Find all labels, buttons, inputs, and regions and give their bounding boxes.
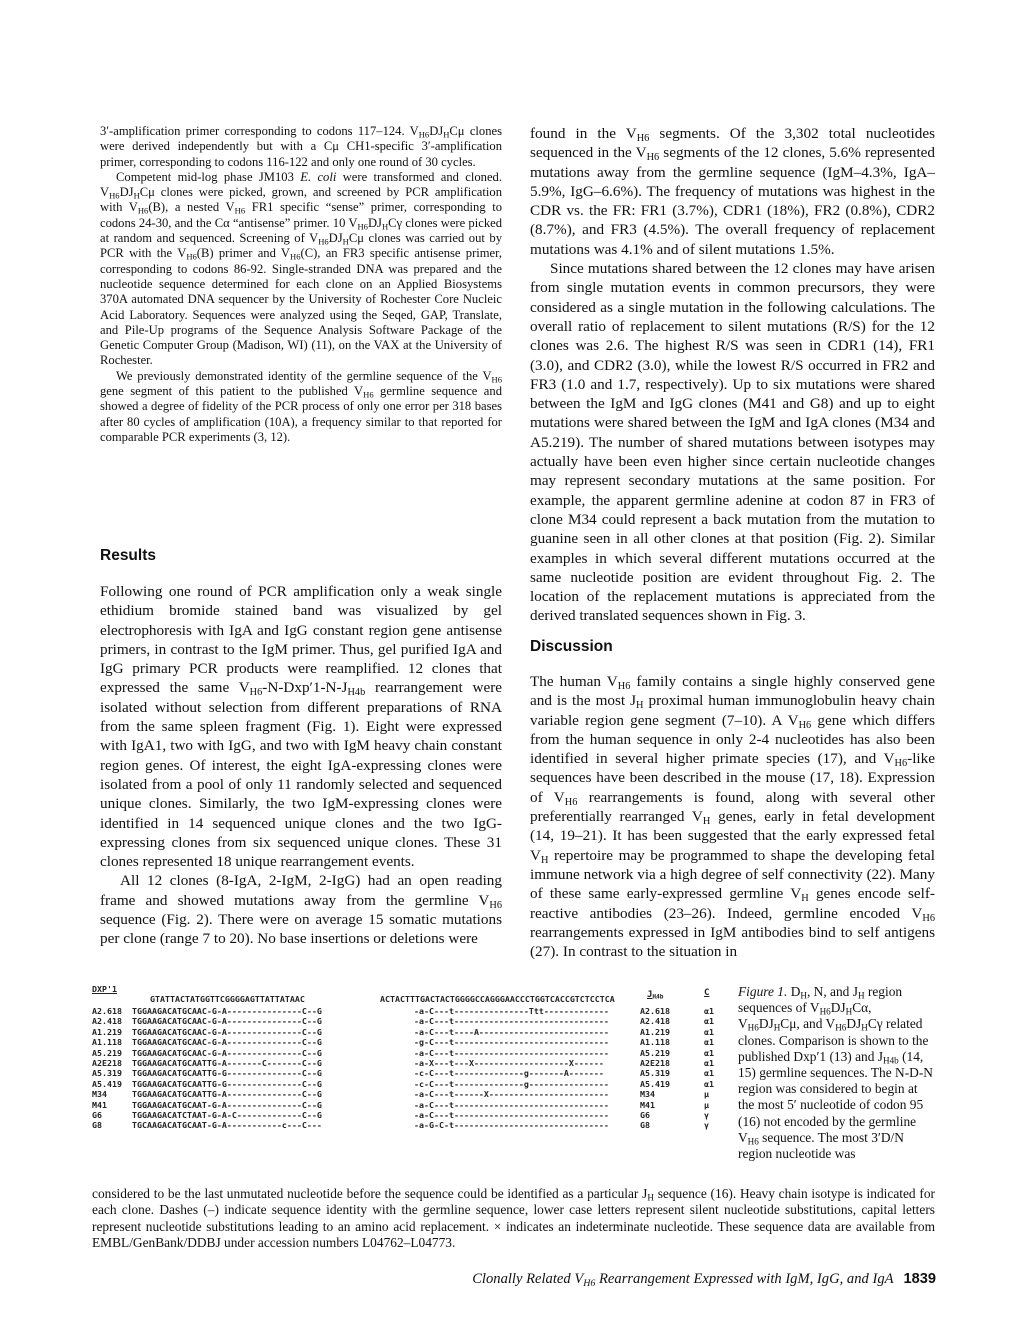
jh-region-sequence: -a-C---t----A--------------------------	[414, 1026, 609, 1037]
jh-region-sequence: -a-C---t-------------------------------	[414, 1099, 609, 1110]
clone-id: M34	[92, 1089, 107, 1100]
dn-region-sequence: TGCAAGACATGCAAT-G-A-----------c---C---	[132, 1120, 322, 1131]
results-text	[100, 582, 502, 949]
discussion-text	[530, 672, 935, 961]
jh-region-sequence: -a-C---t-------------------------------	[414, 1110, 609, 1120]
jh-region-sequence: -c-C---t--------------g-------A-------	[414, 1068, 604, 1079]
isotype-label: α1	[704, 1026, 714, 1037]
clone-id: G6	[92, 1110, 102, 1120]
clone-id-right: M41	[640, 1099, 655, 1110]
clone-id-right: M34	[640, 1089, 655, 1100]
isotype-label: γ	[704, 1120, 709, 1131]
dn-region-sequence: TGGAAGACATGCAATTG-A---------------C--G	[132, 1089, 322, 1100]
clone-id: M41	[92, 1099, 107, 1110]
isotype-label: α1	[704, 1068, 714, 1079]
isotype-label: α1	[704, 1006, 714, 1016]
clone-id: A2.618	[92, 1006, 122, 1016]
methods-paragraph-2: Competent mid-log phase JM103 E. coli were transformed and cloned. $V_{H6}DJ_HC\mu$ clones were picked, grown, and screened by PCR amplification with $V_{H6}(B)$, a nested $V_{H6}$ FR1 specific “sense” primer, corresponding to codons 24-30, and the Cα “antisense” primer. 10 $V_{H6}DJ_HC\gamma$ clones were picked at random and sequenced. Screening of $V_{H6}DJ_HC\mu$ clones was carried out by PCR with the $V_{H6}(B)$ primer and $V_{H6}(C)$, an FR3 specific antisense primer, corresponding to codons 86-92. Single-stranded DNA was prepared and the nucleotide sequence determined for each clone on an Applied Biosystems 370A automated DNA sequencer by the University of Rochester Core Nucleic Acid Laboratory. Sequences were analyzed using the Seqed, GAP, Translate, and Pile-Up programs of the Sequence Analysis Software Package of the Genetic Computer Group (Madison, WI) (11), on the VAX at the University of Rochester.	[100, 169, 503, 368]
results-continued-paragraph-2: Since mutations shared between the 12 clones may have arisen from single mutation events in common precursors, they were considered as a single mutation in the following calculations. The overall ratio of replacement to silent mutations (R/S) for the 12 clones was 2.6. The highest R/S was seen in CDR1 (14), FR1 (3.0), and CDR2 (3.0), while the lowest R/S occurred in FR2 and FR3 (1.0 and 1.7, respectively). Up to six mutations were shared between the IgM and IgG clones (M41 and G8) and up to eight mutations were shared between the IgM and IgA clones (M34 and A5.219). The number of shared mutations between isotypes may actually have been even higher since certain nucleotide changes may represent secondary mutations at the same position. For example, the apparent germline adenine at codon 87 in FR3 of clone M34 could represent a back mutation from the mutation to guanine seen in all other clones at that position (Fig. 2). Similar examples in which several different mutations occurred at the same nucleotide position are evident throughout Fig. 2. The location of the replacement mutations is appreciated from the derived translated sequences shown in Fig. 3.	[530, 260, 935, 625]
jh-germline-sequence: ACTACTTTGACTACTGGGGCCAGGGAACCCTGGTCACCGTCTCCTCA	[380, 994, 615, 1004]
jh-region-sequence: -c-C---t--------------g----------------	[414, 1078, 609, 1089]
results-continued-text	[530, 124, 935, 626]
figure-caption-label: Figure 1.	[738, 984, 788, 999]
dn-region-sequence: TGGAAGACATGCAAC-G-A---------------C--G	[132, 1016, 322, 1027]
clone-id: A1.118	[92, 1037, 122, 1048]
isotype-label: α1	[704, 1078, 714, 1089]
clone-id: A5.419	[92, 1078, 122, 1089]
jh-region-sequence: -g-C---t-------------------------------	[414, 1037, 609, 1048]
clone-id: A5.319	[92, 1068, 122, 1079]
discussion-paragraph-1: The human $V_{H6}$ family contains a single highly conserved gene and is the most $J_H$ proximal human immunoglobulin heavy chain variable region gene segment (7–10). A $V_{H6}$ gene which differs from the human sequence in only 2-4 nucleotides has also been identified in several higher primate species (17), and $V_{H6}$-like sequences have been described in the mouse (17, 18). Expression of $V_{H6}$ rearrangements is found, along with several other preferentially rearranged $V_H$ genes, early in fetal development (14, 19–21). It has been suggested that the early expressed fetal $V_H$ repertoire may be programmed to shape the developing fetal immune network via a high degree of self connectivity (22). Many of these same early-expressed germline $V_H$ genes encode self-reactive antibodies (23–26). Indeed, germline encoded $V_{H6}$ rearrangements expressed in IgM antibodies bind to self antigens (27). In contrast to the situation in	[530, 673, 935, 961]
clone-id: A5.219	[92, 1047, 122, 1058]
clone-id-right: A5.319	[640, 1068, 670, 1079]
clone-id-right: A5.419	[640, 1078, 670, 1089]
isotype-label: α1	[704, 1058, 714, 1068]
jh-region-sequence: -a-C---t---------------Ttt-------------	[414, 1006, 609, 1016]
clone-id-right: A2.618	[640, 1006, 670, 1016]
clone-id-right: A1.219	[640, 1026, 670, 1037]
dn-region-sequence: TGGAAGACATGCAAC-G-A---------------C--G	[132, 1006, 322, 1016]
results-paragraph-2: All 12 clones (8-IgA, 2-IgM, 2-IgG) had an open reading frame and showed mutations away from the germline $V_{H6}$ sequence (Fig. 2). There were on average 15 somatic mutations per clone (range 7 to 20). No base insertions or deletions were	[100, 872, 502, 948]
jh-region-sequence: -a-C---t-------------------------------	[414, 1016, 609, 1027]
clone-id-right: A2E218	[640, 1058, 670, 1068]
isotype-label: γ	[704, 1110, 709, 1120]
jh-label: $J_{H4b}$	[647, 990, 664, 1001]
clone-id: A2.418	[92, 1016, 122, 1027]
clone-id-right: A1.118	[640, 1037, 670, 1048]
constant-region-label: C	[704, 988, 710, 998]
dxp-label: DXP'1	[92, 984, 117, 994]
page-footer	[448, 1271, 936, 1288]
dn-region-sequence: TGGAAGACATGCAATTG-G---------------C--G	[132, 1078, 322, 1089]
results-heading: Results	[100, 547, 156, 564]
methods-text	[100, 124, 502, 445]
isotype-label: μ	[704, 1089, 709, 1100]
figure-caption-side-text: $D_H$, N, and $J_H$ region sequences of $V_{H6}DJ_HC\alpha$, $V_{H6}DJ_HC\mu$, and $V_{H6}DJ_HC\gamma$ related clones. Comparison is shown to the published Dxp′1 (13) and $J_{H4b}$ (14, 15) germline sequences. The N-D-N region was considered to begin at the most 5′ nucleotide of codon 95 (16) not encoded by the germline $V_{H6}$ sequence. The most 3′D/N region nucleotide was	[738, 984, 933, 1162]
dn-region-sequence: TGGAAGACATGCAATTG-G---------------C--G	[132, 1068, 322, 1079]
isotype-label: μ	[704, 1099, 709, 1110]
clone-id-right: G6	[640, 1110, 650, 1120]
clone-id-right: A2.418	[640, 1016, 670, 1027]
running-title: Clonally Related $V_{H6}$ Rearrangement Expressed with IgM, IgG, and IgA	[472, 1271, 894, 1289]
clone-id-right: A5.219	[640, 1047, 670, 1058]
dn-region-sequence: TGGAAGACATGCAATTG-A-------C-------C--G	[132, 1058, 322, 1068]
figure-1-alignment	[92, 984, 732, 1154]
isotype-label: α1	[704, 1016, 714, 1027]
results-continued-paragraph-1: found in the $V_{H6}$ segments. Of the 3,302 total nucleotides sequenced in the $V_{H6}$ segments of the 12 clones, 5.6% represented mutations away from the germline sequence (IgM–4.3%, IgA–5.9%, IgG–6.6%). The frequency of mutations was highest in the CDR vs. the FR: FR1 (3.7%), CDR1 (18%), FR2 (0.8%), CDR2 (8.7%), and FR3 (4.5%). The overall frequency of replacement mutations was 4.1% and of silent mutations 1.5%.	[530, 125, 936, 258]
dn-region-sequence: TGGAAGACATGCAAT-G-A---------------C--G	[132, 1099, 322, 1110]
jh-region-sequence: -a-X---t---X-------------------X------	[414, 1058, 604, 1068]
isotype-label: α1	[704, 1047, 714, 1058]
dn-region-sequence: TGGAAGACATCTAAT-G-A-C-------------C--G	[132, 1110, 322, 1120]
figure-caption-continued: considered to be the last unmutated nucleotide before the sequence could be identified as a particular $J_H$ sequence (16). Heavy chain isotype is indicated for each clone. Dashes (–) indicate sequence identity with the germline sequence, lower case letters represent silent nucleotide substitutions, capital letters represent nucleotide substitutions leading to an amino acid replacement. × indicates an indeterminate nucleotide. These sequence data are available from EMBL/GenBank/DDBJ under accession numbers L04762–L04773.	[92, 1186, 935, 1250]
jh-region-sequence: -a-G-C-t-------------------------------	[414, 1120, 609, 1131]
dxp-germline-sequence: GTATTACTATGGTTCGGGGAGTTATTATAAC	[150, 994, 305, 1004]
dn-region-sequence: TGGAAGACATGCAAC-G-A---------------C--G	[132, 1047, 322, 1058]
results-paragraph-1: Following one round of PCR amplification only a weak single ethidium bromide stained band was visualized by gel electrophoresis with IgA and IgG constant region gene antisense primers, in contrast to the IgM primer. Thus, gel purified IgA and IgG primary PCR products were reamplified. 12 clones that expressed the same $V_{H6}-N-Dxp'1-N-J_{H4b}$ rearrangement were isolated without selection from different preparations of RNA from the same spleen fragment (Fig. 1). Eight were expressed with IgA1, two with IgG, and two with IgM heavy chain constant region genes. Of interest, the eight IgA-expressing clones were isolated from a pool of only 11 randomly selected and sequenced unique clones. Similarly, the two IgM-expressing clones were identified in 14 sequenced unique clones and the two IgG-expressing clones from six sequenced unique clones. These 31 clones represented 18 unique rearrangement events.	[100, 583, 502, 871]
jh-region-sequence: -a-C---t------X------------------------	[414, 1089, 609, 1100]
clone-id: G8	[92, 1120, 102, 1131]
dn-region-sequence: TGGAAGACATGCAAC-G-A---------------C--G	[132, 1026, 322, 1037]
dn-region-sequence: TGGAAGACATGCAAC-G-A---------------C--G	[132, 1037, 322, 1048]
methods-paragraph-3: We previously demonstrated identity of the germline sequence of the $V_{H6}$ gene segment of this patient to the published $V_{H6}$ germline sequence and showed a degree of fidelity of the PCR process of only one error per 318 bases after 80 cycles of amplification (10A), a frequency similar to that reported for comparable PCR experiments (3, 12).	[100, 368, 502, 444]
figure-caption-side	[738, 984, 936, 1162]
jh-region-sequence: -a-C---t-------------------------------	[414, 1047, 609, 1058]
methods-paragraph-1: 3′-amplification primer corresponding to codons 117–124. $V_{H6}DJ_HC\mu$ clones were derived independently but with a Cμ CH1-specific 3′-amplification primer, corresponding to codons 116-122 and only one round of 30 cycles.	[100, 124, 502, 169]
isotype-label: α1	[704, 1037, 714, 1048]
clone-id: A2E218	[92, 1058, 122, 1068]
page-number: 1839	[903, 1271, 936, 1287]
clone-id-right: G8	[640, 1120, 650, 1131]
discussion-heading: Discussion	[530, 638, 613, 655]
clone-id: A1.219	[92, 1026, 122, 1037]
